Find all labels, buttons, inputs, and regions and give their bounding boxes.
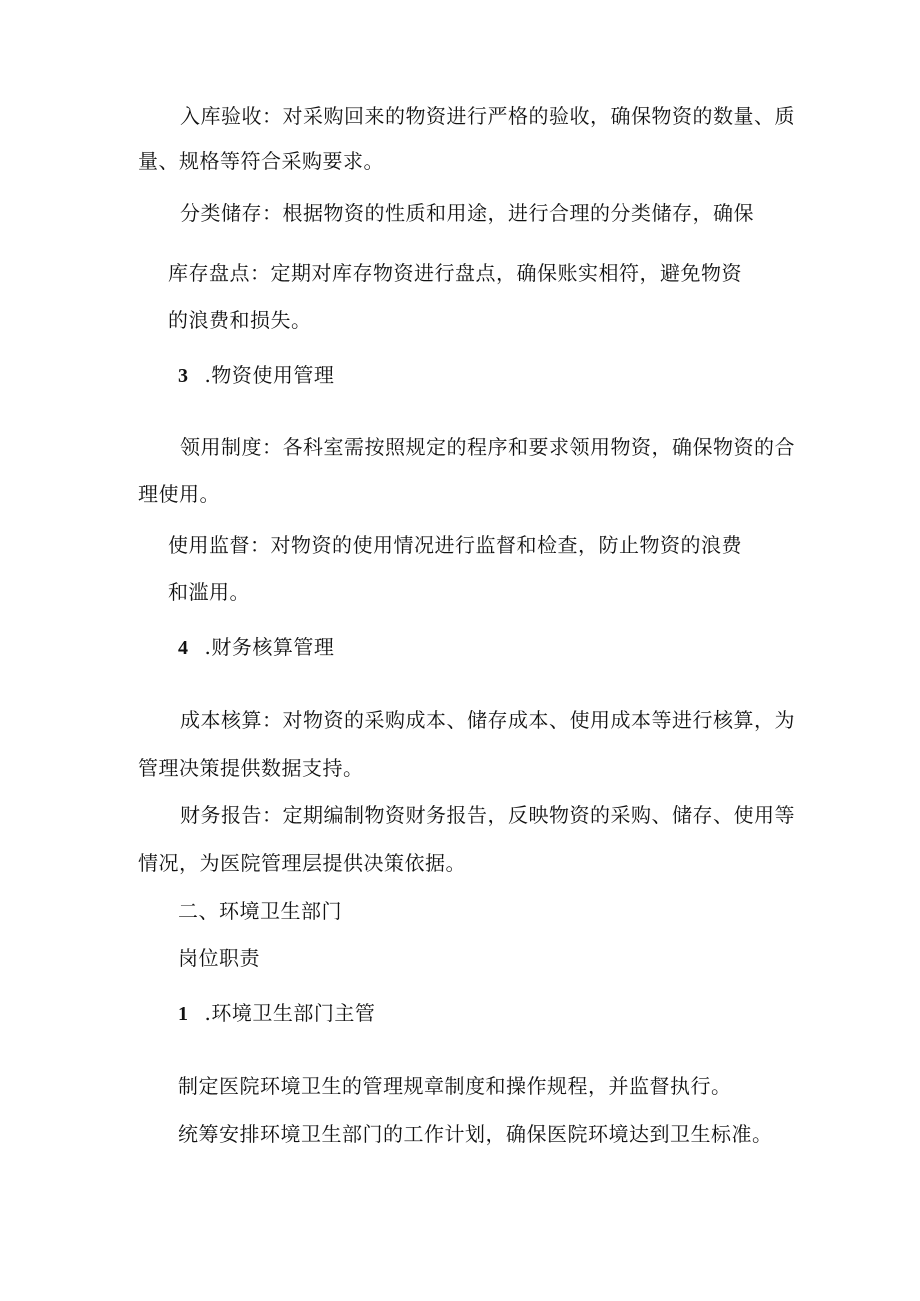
heading-text: .财务核算管理 xyxy=(204,635,335,659)
paragraph-line: 入库验收：对采购回来的物资进行严格的验收，确保物资的数量、质 xyxy=(180,104,795,128)
heading-number: 1 xyxy=(178,1003,189,1025)
paragraph-line: 量、规格等符合采购要求。 xyxy=(138,149,384,173)
heading-number: 3 xyxy=(178,365,189,387)
subsection-title: 岗位职责 xyxy=(178,946,260,970)
paragraph-line: 管理决策提供数据支持。 xyxy=(138,756,364,780)
section-title: 二、环境卫生部门 xyxy=(178,899,342,923)
section-heading-4 xyxy=(178,633,334,662)
paragraph-line: 库存盘点：定期对库存物资进行盘点，确保账实相符，避免物资 xyxy=(168,261,742,285)
paragraph-line: 成本核算：对物资的采购成本、储存成本、使用成本等进行核算，为 xyxy=(180,708,795,732)
section-heading-3 xyxy=(178,361,334,390)
heading-text: .物资使用管理 xyxy=(204,363,335,387)
paragraph-line: 制定医院环境卫生的管理规章制度和操作规程，并监督执行。 xyxy=(178,1074,732,1098)
heading-number: 4 xyxy=(178,637,189,659)
paragraph-line: 情况，为医院管理层提供决策依据。 xyxy=(138,851,466,875)
paragraph-line: 和滥用。 xyxy=(168,580,250,604)
heading-text: .环境卫生部门主管 xyxy=(204,1001,376,1025)
section-heading-1 xyxy=(178,999,375,1028)
paragraph-line: 理使用。 xyxy=(138,482,220,506)
paragraph-line: 分类储存：根据物资的性质和用途，进行合理的分类储存，确保 xyxy=(180,201,754,225)
paragraph-line: 统筹安排环境卫生部门的工作计划，确保医院环境达到卫生标准。 xyxy=(178,1122,773,1146)
paragraph-line: 领用制度：各科室需按照规定的程序和要求领用物资，确保物资的合 xyxy=(180,435,795,459)
paragraph-line: 财务报告：定期编制物资财务报告，反映物资的采购、储存、使用等 xyxy=(180,803,795,827)
paragraph-line: 使用监督：对物资的使用情况进行监督和检查，防止物资的浪费 xyxy=(168,533,742,557)
paragraph-line: 的浪费和损失。 xyxy=(168,308,312,332)
